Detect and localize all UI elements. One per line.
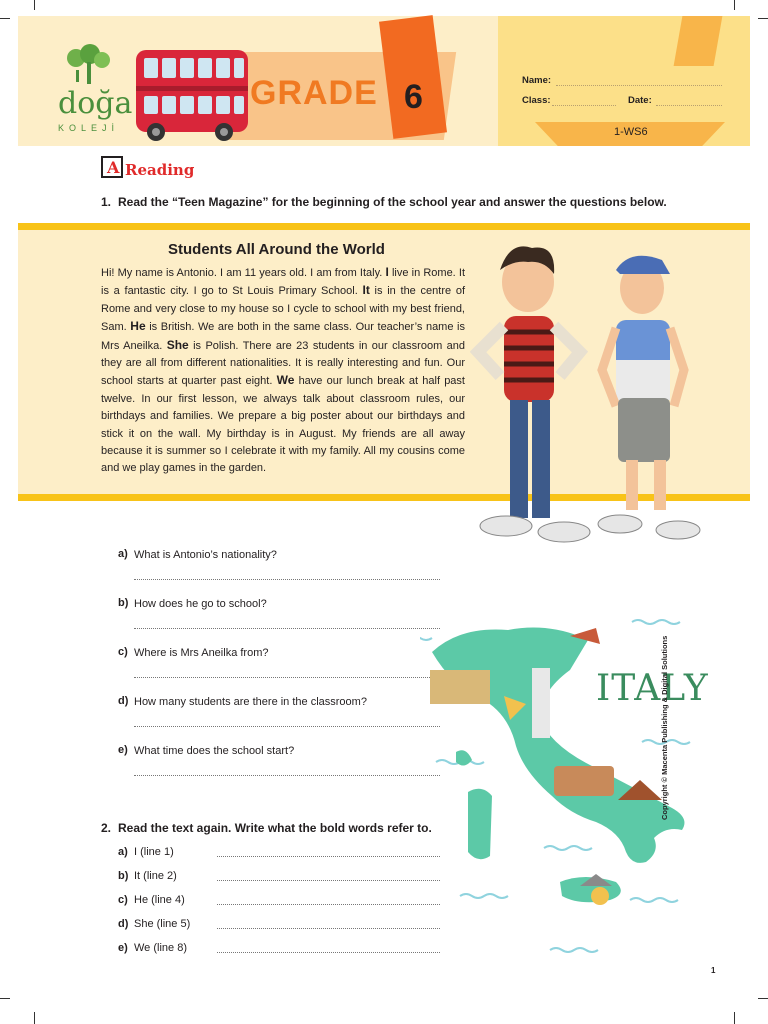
answer-line[interactable] <box>134 726 440 727</box>
item-text: It (line 2) <box>134 870 177 882</box>
bold-word-i: I <box>385 265 389 279</box>
text-segment: is in the centre of Rome and very close to my house so I cycle to school with my best friend, Sam. <box>101 285 465 334</box>
italy-map-illustration <box>420 600 720 960</box>
bold-word-she: She <box>166 337 189 352</box>
name-field[interactable] <box>556 85 722 86</box>
grade-label: GRADE <box>250 74 378 112</box>
item-letter: b) <box>118 870 129 882</box>
text-segment: live in Rome. It is a fantastic city. I go to St Louis Primary School. <box>101 267 466 298</box>
text-segment: is Polish. There are 23 students in our classroom and they are all from different nationalities. It is really interesting and fun. Our school starts at quarter past eight. <box>101 339 465 388</box>
name-label: Name: <box>522 75 552 86</box>
item-text: She (line 5) <box>134 918 191 930</box>
text-segment: is British. We are both in the same class. Our teacher’s name is Mrs Aneilka. <box>101 321 465 352</box>
crop-mark <box>0 18 10 19</box>
date-field[interactable] <box>656 105 722 106</box>
reading-title: Students All Around the World <box>168 241 385 258</box>
answer-line[interactable] <box>217 904 440 905</box>
bold-word-we: We <box>276 373 295 388</box>
answer-line[interactable] <box>217 856 440 857</box>
crop-mark <box>0 998 10 999</box>
answer-line[interactable] <box>134 579 440 580</box>
page-number: 1 <box>711 966 716 975</box>
answer-line[interactable] <box>217 928 440 929</box>
item-letter: a) <box>118 846 128 858</box>
task2-number: 2. <box>101 821 112 835</box>
question-text: How many students are there in the classroom? <box>134 696 367 708</box>
crop-mark <box>734 0 735 10</box>
double-decker-bus-icon <box>130 46 252 144</box>
item-letter: c) <box>118 894 128 906</box>
task2-instruction: Read the text again. Write what the bold words refer to. <box>118 821 432 835</box>
question-letter: a) <box>118 548 128 560</box>
question-text: Where is Mrs Aneilka from? <box>134 647 269 659</box>
section-letter-box <box>101 156 123 178</box>
reading-paragraph <box>101 264 465 478</box>
question-text: How does he go to school? <box>134 598 267 610</box>
item-text: I (line 1) <box>134 846 174 858</box>
crop-mark <box>34 1012 35 1024</box>
question-letter: c) <box>118 646 128 658</box>
crop-mark <box>34 0 35 10</box>
item-text: We (line 8) <box>134 942 187 954</box>
answer-line[interactable] <box>217 880 440 881</box>
answer-line[interactable] <box>217 952 440 953</box>
crop-mark <box>758 18 768 19</box>
answer-line[interactable] <box>134 628 440 629</box>
question-letter: e) <box>118 744 128 756</box>
map-label: ITALY <box>596 668 709 709</box>
school-logo-subtitle: KOLEJİ <box>58 123 120 133</box>
text-segment: have our lunch break at half past twelve. In our first lesson, we always talk about classroom rules, our birthdays and families. We prepare a big poster about our birthdays and stick it on the wall. My birthday is in August. My friends are all away because it is summer so I celebrate it with my family. All my cousins come and we play games in the garden. <box>101 375 465 475</box>
task1-number: 1. <box>101 195 112 209</box>
class-label: Class: <box>522 95 551 106</box>
two-boys-illustration <box>470 240 710 552</box>
class-field[interactable] <box>552 105 616 106</box>
grade-number: 6 <box>404 78 423 116</box>
copyright-notice: Copyright © Macenta Publishing & Digital Solutions <box>660 635 669 820</box>
question-text: What is Antonio’s nationality? <box>134 549 277 561</box>
question-text: What time does the school start? <box>134 745 295 757</box>
item-letter: d) <box>118 918 129 930</box>
section-title: Reading <box>125 161 195 179</box>
answer-line[interactable] <box>134 775 440 776</box>
item-text: He (line 4) <box>134 894 185 906</box>
tree-logo-icon <box>62 44 114 90</box>
school-logo-text: doğa <box>58 86 133 121</box>
item-letter: e) <box>118 942 128 954</box>
bold-word-he: He <box>130 319 146 334</box>
crop-mark <box>758 998 768 999</box>
text-segment: Hi! My name is Antonio. I am 11 years old. I am from Italy. <box>101 267 386 279</box>
crop-mark <box>734 1012 735 1024</box>
question-letter: b) <box>118 597 129 609</box>
bold-word-it: It <box>362 283 370 298</box>
date-label: Date: <box>628 95 652 106</box>
worksheet-code: 1-WS6 <box>614 126 648 138</box>
task1-instruction: Read the “Teen Magazine” for the beginning of the school year and answer the questions below. <box>118 195 667 209</box>
question-letter: d) <box>118 695 129 707</box>
answer-line[interactable] <box>134 677 440 678</box>
section-letter: A <box>107 158 120 177</box>
